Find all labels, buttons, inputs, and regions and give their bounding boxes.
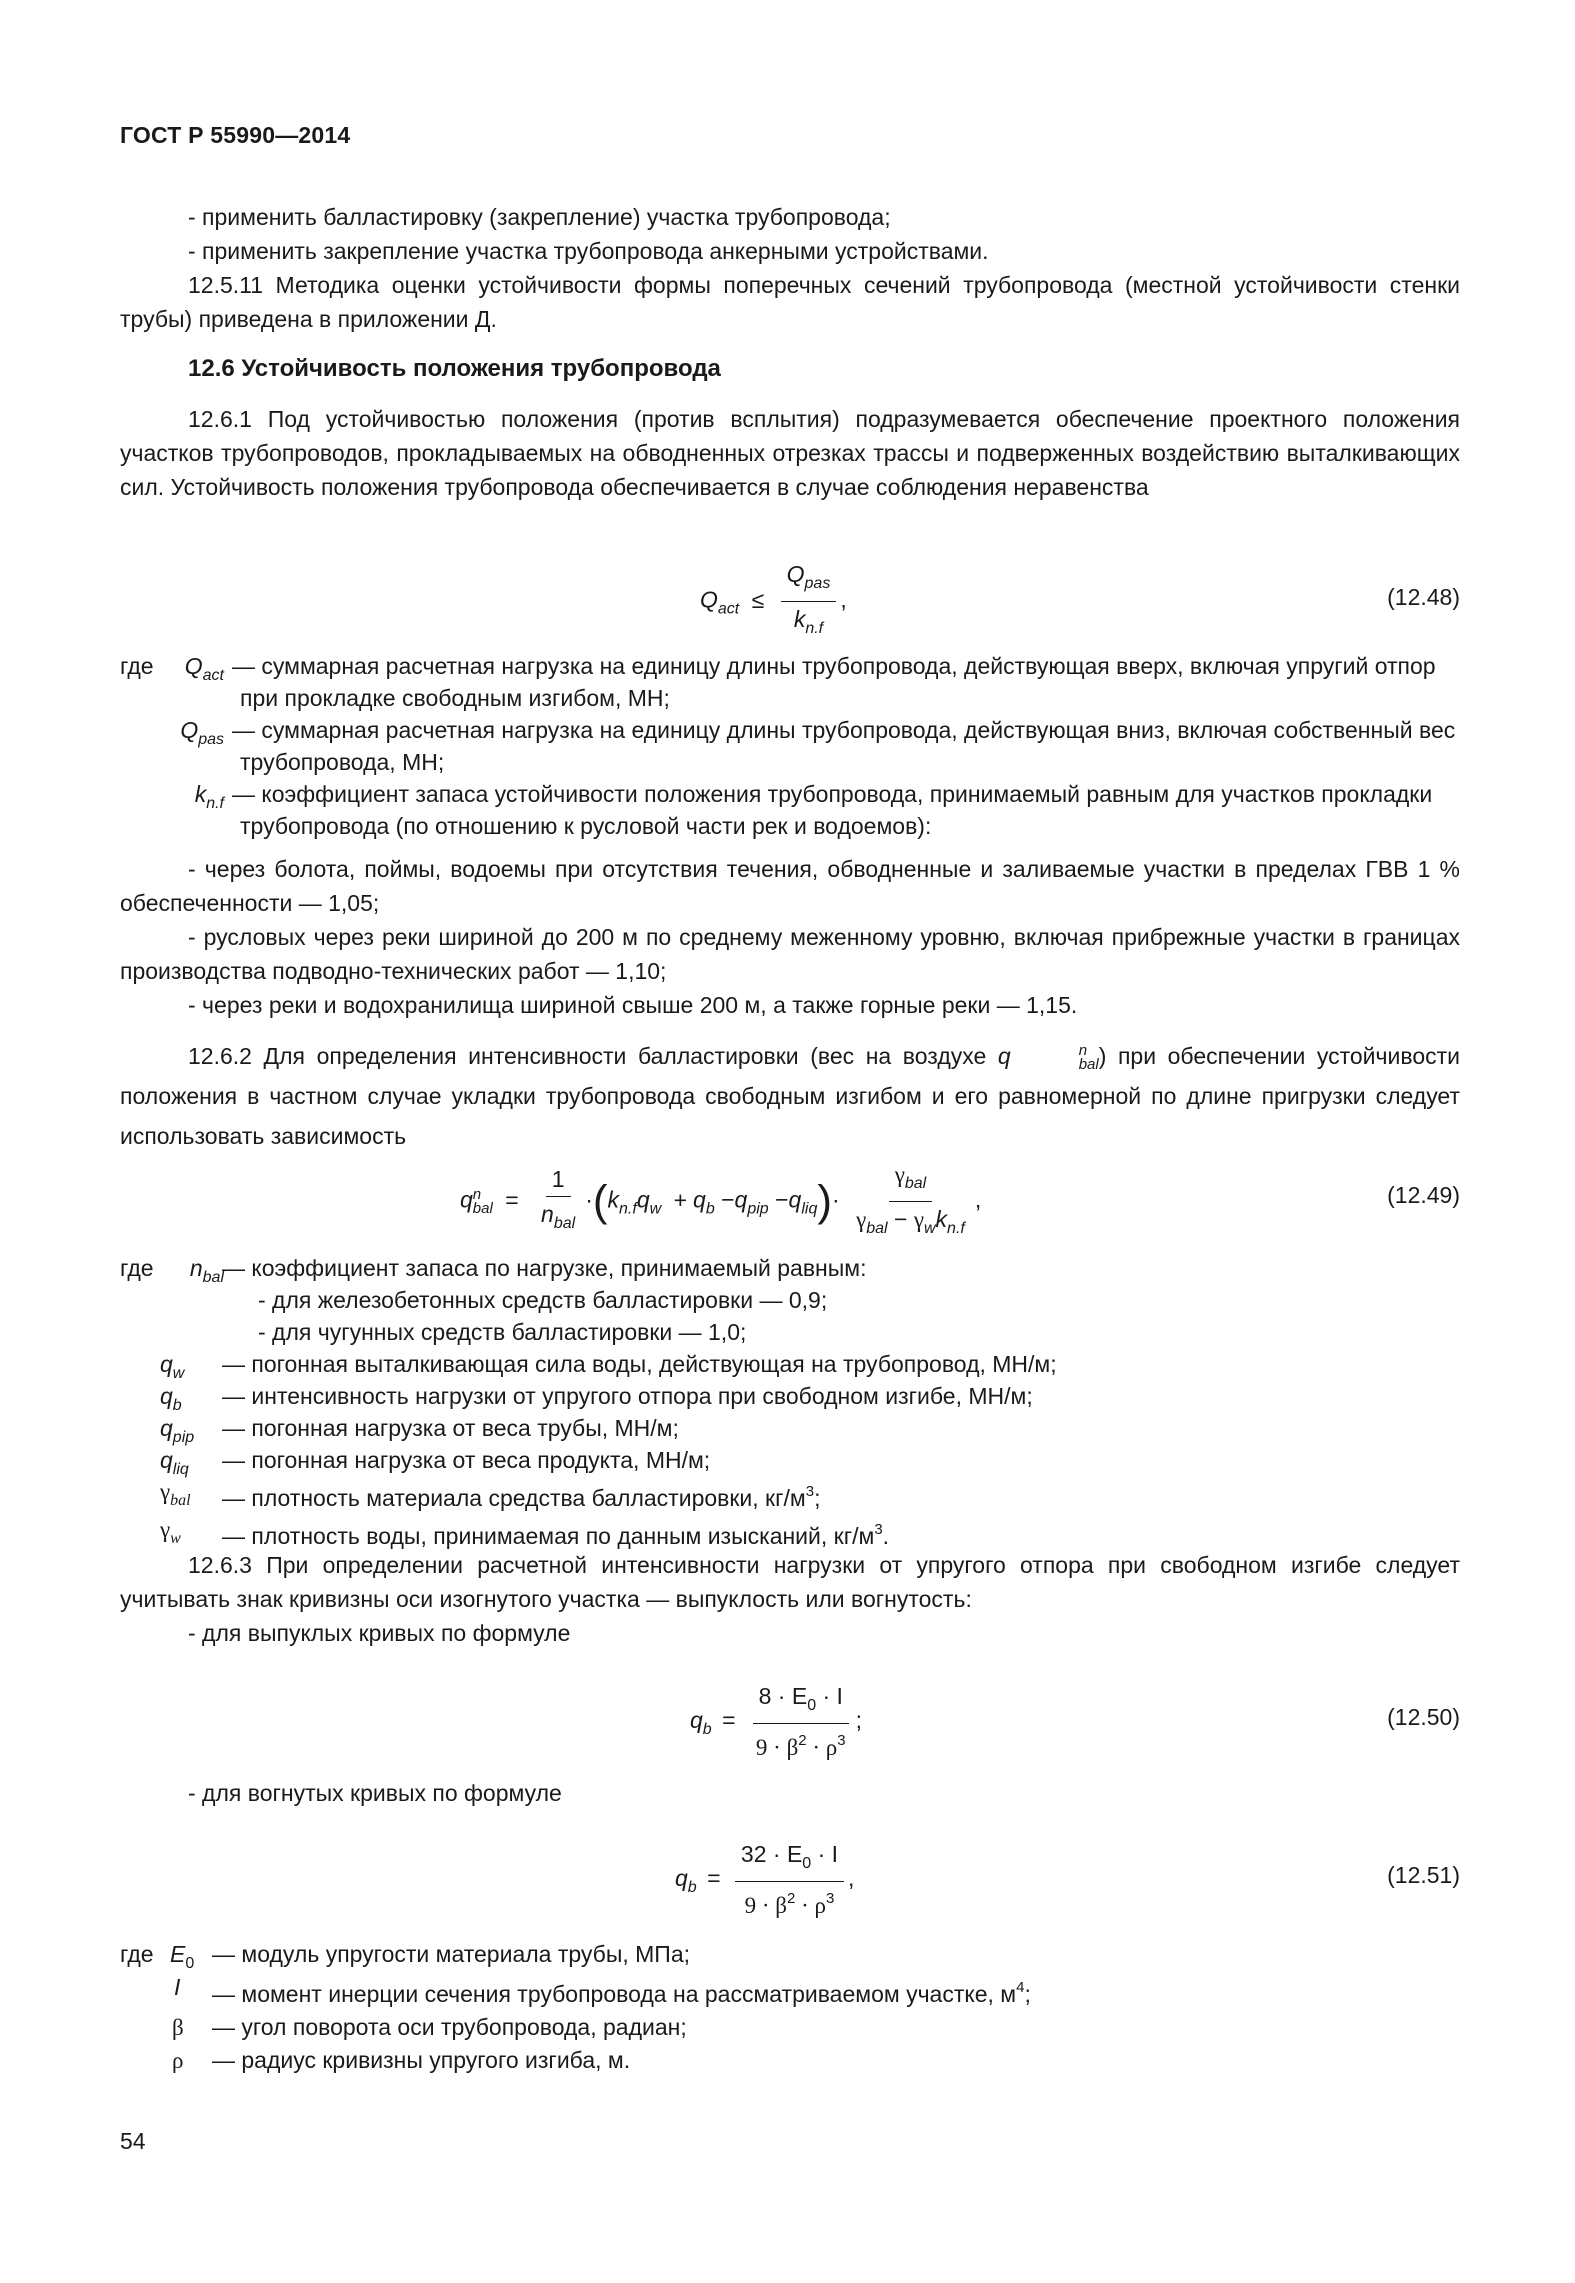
eq-subscript: bal <box>553 1215 576 1232</box>
sym: n <box>189 1255 203 1281</box>
legend-desc: — суммарная расчетная нагрузка на единицу длины трубопровода, действующая вниз, включая собственный вес трубопровода, МН; <box>232 717 1456 775</box>
eq-punct: ; <box>855 1707 863 1734</box>
equation-number: (12.50) <box>1387 1704 1460 1730</box>
text: ) при обеспечении устойчивости положения в частном случае укладки трубопровода свободным изгибом и его равномерной по длине пригрузки следует использовать зависимость <box>120 1043 1460 1149</box>
equation-12-51 <box>120 1840 1460 1920</box>
legend-symbol <box>160 1476 220 1517</box>
sym-sub: n.f <box>206 795 224 812</box>
eq-den: 9 · β <box>744 1893 787 1918</box>
paragraph: - для выпуклых кривых по формуле <box>188 1620 571 1646</box>
legend-item <box>120 714 1460 778</box>
legend-desc: — плотность воды, принимаемая по данным изысканий, кг/м <box>222 1523 875 1549</box>
eq-fraction <box>850 1160 971 1243</box>
eq-symbol: Q <box>700 586 718 613</box>
eq-subscript: pip <box>747 1200 769 1218</box>
sym: β <box>172 2015 184 2040</box>
equation-number: (12.51) <box>1387 1862 1460 1888</box>
legend-item <box>120 1514 1460 1552</box>
eq-symbol: n <box>541 1201 554 1227</box>
eq-num: 32 · E <box>740 1841 803 1867</box>
eq-punct: , <box>848 1865 855 1892</box>
sym: q <box>160 1351 173 1377</box>
legend-desc: — погонная нагрузка от веса трубы, МН/м; <box>222 1415 679 1441</box>
legend-item <box>120 1412 1460 1444</box>
eq-operator: · <box>585 1186 593 1213</box>
equation-number: (12.48) <box>1387 584 1460 610</box>
eq-symbol: q <box>460 1186 473 1213</box>
eq-sup: 2 <box>798 1732 807 1749</box>
legend-12-49 <box>120 1252 1460 1552</box>
paragraph: - применить балластировку (закрепление) участка трубопровода; <box>188 204 891 230</box>
sym-sub: bal <box>1078 1055 1099 1073</box>
sym: Q <box>184 653 203 679</box>
eq-fraction <box>535 1165 581 1238</box>
eq-subscript: b <box>705 1200 715 1218</box>
sym: γ <box>160 1517 171 1542</box>
punct: ; <box>814 1485 821 1511</box>
eq-symbol: γ <box>894 1162 905 1187</box>
eq-symbol: q <box>734 1186 748 1213</box>
legend-item <box>120 1284 1460 1316</box>
where-label: где <box>120 1255 154 1281</box>
eq-subscript: bal <box>866 1220 888 1237</box>
eq-subscript: n.f <box>805 620 824 637</box>
page-number: 54 <box>120 2128 146 2154</box>
paragraph-12-5-11: 12.5.11 Методика оценки устойчивости формы поперечных сечений трубопровода (местной устойчивости стенки трубы) приведена в приложении Д. <box>120 272 1460 332</box>
eq-subscript: w <box>649 1200 662 1218</box>
sym: q <box>160 1383 173 1409</box>
legend-desc: — погонная выталкивающая сила воды, действующая на трубопровод, МН/м; <box>222 1351 1057 1377</box>
legend-12-50 <box>120 1938 1460 2077</box>
legend-item <box>120 1938 1460 1971</box>
eq-operator: = <box>722 1707 736 1734</box>
eq-symbol: γ <box>913 1207 924 1232</box>
section-heading: 12.6 Устойчивость положения трубопровода <box>188 355 721 382</box>
eq-operator: + <box>673 1186 688 1213</box>
paragraph-12-6-1: 12.6.1 Под устойчивостью положения (против всплытия) подразумевается обеспечение проектного положения участков трубопроводов, прокладываемых на обводненных отрезках трассы и подверженных воздействию выталкивающих сил. Устойчивость положения трубопровода обеспечивается в случае соблюдения неравенства <box>120 406 1460 500</box>
equation-12-50 <box>120 1682 1460 1762</box>
eq-sup: n <box>472 1185 482 1203</box>
unit-sup: 3 <box>874 1521 883 1538</box>
list-item: - русловых через реки шириной до 200 м по среднему меженному уровню, включая прибрежные участки в границах производства подводно-технических работ — 1,10; <box>120 924 1460 984</box>
legend-item <box>120 1971 1460 2011</box>
sym: I <box>174 1974 181 2000</box>
eq-fraction <box>781 560 837 643</box>
legend-desc: — коэффициент запаса по нагрузке, принимаемый равным: <box>222 1255 867 1281</box>
equation-12-48 <box>120 560 1460 640</box>
where-label: где <box>120 1941 154 1967</box>
punct: . <box>882 1523 890 1549</box>
legend-desc: — коэффициент запаса устойчивости положения трубопровода, принимаемый равным для участков прокладки трубопровода (по отношению к русловой части рек и водоемов): <box>232 781 1433 839</box>
legend-symbol <box>170 650 224 692</box>
eq-symbol: q <box>636 1186 650 1213</box>
sym: q <box>997 1043 1011 1069</box>
legend-item <box>120 1348 1460 1380</box>
eq-operator: = <box>707 1865 721 1892</box>
legend-symbol <box>170 778 224 820</box>
eq-num: 8 · E <box>758 1683 808 1709</box>
legend-desc: — радиус кривизны упругого изгиба, м. <box>212 2047 631 2073</box>
eq-operator: · <box>832 1186 840 1213</box>
sym-sub: bal <box>170 1492 191 1509</box>
eq-den: · ρ <box>795 1893 826 1918</box>
sym-sub: bal <box>202 1269 224 1286</box>
sym-sub: b <box>172 1397 182 1414</box>
eq-symbol: Q <box>786 561 805 587</box>
punct: ; <box>1024 1981 1031 2007</box>
legend-item <box>120 1252 1460 1284</box>
sym-sub: pas <box>198 731 224 748</box>
sym: k <box>194 781 207 807</box>
legend-item <box>120 2011 1460 2044</box>
eq-symbol: q <box>693 1186 706 1213</box>
eq-symbol: q <box>788 1186 802 1213</box>
eq-sup: 2 <box>787 1890 796 1907</box>
sym: ρ <box>172 2048 184 2073</box>
eq-operator: − <box>893 1206 908 1232</box>
sym: q <box>160 1447 173 1473</box>
legend-symbol <box>170 714 224 756</box>
sym: q <box>160 1415 173 1441</box>
sym-sub: w <box>170 1530 181 1547</box>
eq-subscript: act <box>717 600 740 618</box>
eq-operator: = <box>505 1186 519 1213</box>
legend-item <box>120 1380 1460 1412</box>
paragraph-12-6-3: 12.6.3 При определении расчетной интенсивности нагрузки от упругого отпора при свободном изгибе следует учитывать знак кривизны оси изогнутого участка — выпуклость или вогнутость: <box>120 1552 1460 1612</box>
legend-item <box>120 778 1460 842</box>
legend-item <box>120 1444 1460 1476</box>
sym: E <box>170 1941 186 1967</box>
eq-subscript: w <box>923 1220 936 1237</box>
eq-den: 9 · β <box>755 1735 799 1760</box>
eq-symbol: k <box>935 1206 948 1232</box>
legend-desc: - для чугунных средств балластировки — 1,0; <box>258 1319 747 1345</box>
sym-sub: liq <box>172 1461 189 1478</box>
eq-num: 1 <box>546 1165 571 1197</box>
sym-sub: 0 <box>185 1955 195 1972</box>
paragraph-12-6-2 <box>120 1036 1460 1156</box>
eq-den: · ρ <box>806 1735 838 1760</box>
eq-subscript: liq <box>801 1200 818 1218</box>
eq-subscript: b <box>702 1721 712 1739</box>
eq-sub: bal <box>472 1199 493 1217</box>
list-item: - через болота, поймы, водоемы при отсутствия течения, обводненные и заливаемые участки в пределах ГВВ 1 % обеспеченности — 1,05; <box>120 856 1460 916</box>
eq-fraction <box>735 1840 844 1920</box>
eq-operator: ≤ <box>751 586 765 613</box>
legend-12-48 <box>120 650 1460 842</box>
legend-item <box>120 1476 1460 1514</box>
legend-symbol <box>174 1971 214 2004</box>
legend-symbol <box>172 2011 212 2044</box>
eq-punct: , <box>974 1186 982 1213</box>
eq-symbol: k <box>607 1186 620 1213</box>
sym: γ <box>160 1479 171 1504</box>
paragraph: - для вогнутых кривых по формуле <box>188 1780 562 1806</box>
legend-desc: — модуль упругости материала трубы, МПа; <box>212 1941 691 1967</box>
legend-desc: — погонная нагрузка от веса продукта, МН/м; <box>222 1447 711 1473</box>
sym-sub: w <box>172 1365 185 1382</box>
text: 12.6.2 Для определения интенсивности балластировки (вес на воздухе <box>188 1043 998 1069</box>
eq-punct: , <box>840 586 847 613</box>
legend-item <box>120 2044 1460 2077</box>
legend-desc: - для железобетонных средств балластировки — 0,9; <box>258 1287 828 1313</box>
equation-12-49: q n bal = $\frac{1}{n_{bal}}$ $\cdot(k_{n.f}q_w + q_b -q_{pip} -q_{liq})\cdot$ $\frac{\gamma_{bal}}{\gamma_{bal} - \gamma_wk_{n.f}}$ , (12.49) <box>120 1160 1460 1240</box>
eq-subscript: 0 <box>802 1855 812 1872</box>
legend-item <box>120 650 1460 714</box>
eq-subscript: 0 <box>807 1697 817 1714</box>
eq-num: · I <box>816 1683 843 1709</box>
sym-sub: pip <box>172 1429 195 1446</box>
eq-symbol: q <box>690 1707 703 1734</box>
sym: Q <box>180 717 199 743</box>
eq-subscript: b <box>687 1879 697 1897</box>
legend-symbol <box>172 2044 212 2077</box>
eq-sup: 3 <box>837 1732 846 1749</box>
eq-operator: − <box>775 1186 789 1213</box>
eq-symbol: γ <box>856 1207 867 1232</box>
legend-item <box>120 1316 1460 1348</box>
paragraph: - применить закрепление участка трубопровода анкерными устройствами. <box>188 238 989 264</box>
eq-num: · I <box>811 1841 839 1867</box>
document-page <box>120 0 1460 2283</box>
where-label: где <box>120 653 154 679</box>
eq-fraction <box>750 1682 852 1762</box>
eq-sup: 3 <box>825 1890 835 1907</box>
eq-operator: − <box>721 1186 735 1213</box>
sym-sup: n <box>1078 1041 1088 1059</box>
list-item: - через реки и водохранилища шириной свыше 200 м, а также горные реки — 1,15. <box>188 992 1078 1018</box>
unit-sup: 4 <box>1016 1979 1025 1996</box>
eq-symbol: q <box>675 1865 688 1892</box>
legend-desc: — плотность материала средства балластировки, кг/м <box>222 1485 806 1511</box>
eq-subscript: n.f <box>619 1200 637 1218</box>
eq-subscript: bal <box>904 1175 927 1192</box>
document-header: ГОСТ Р 55990—2014 <box>120 122 351 148</box>
eq-symbol: k <box>793 606 806 632</box>
eq-subscript: pas <box>804 575 831 592</box>
legend-desc: — интенсивность нагрузки от упругого отпора при свободном изгибе, МН/м; <box>222 1383 1033 1409</box>
legend-desc: — суммарная расчетная нагрузка на единицу длины трубопровода, действующая вверх, включая упругий отпор при прокладке свободным изгибом, МН; <box>232 653 1436 711</box>
legend-desc: — момент инерции сечения трубопровода на рассматриваемом участке, м <box>212 1981 1017 2007</box>
legend-desc: — угол поворота оси трубопровода, радиан; <box>212 2014 687 2040</box>
sym-sub: act <box>202 667 224 684</box>
equation-number: (12.49) <box>1387 1182 1460 1208</box>
unit-sup: 3 <box>805 1483 815 1500</box>
eq-subscript: n.f <box>947 1220 965 1237</box>
